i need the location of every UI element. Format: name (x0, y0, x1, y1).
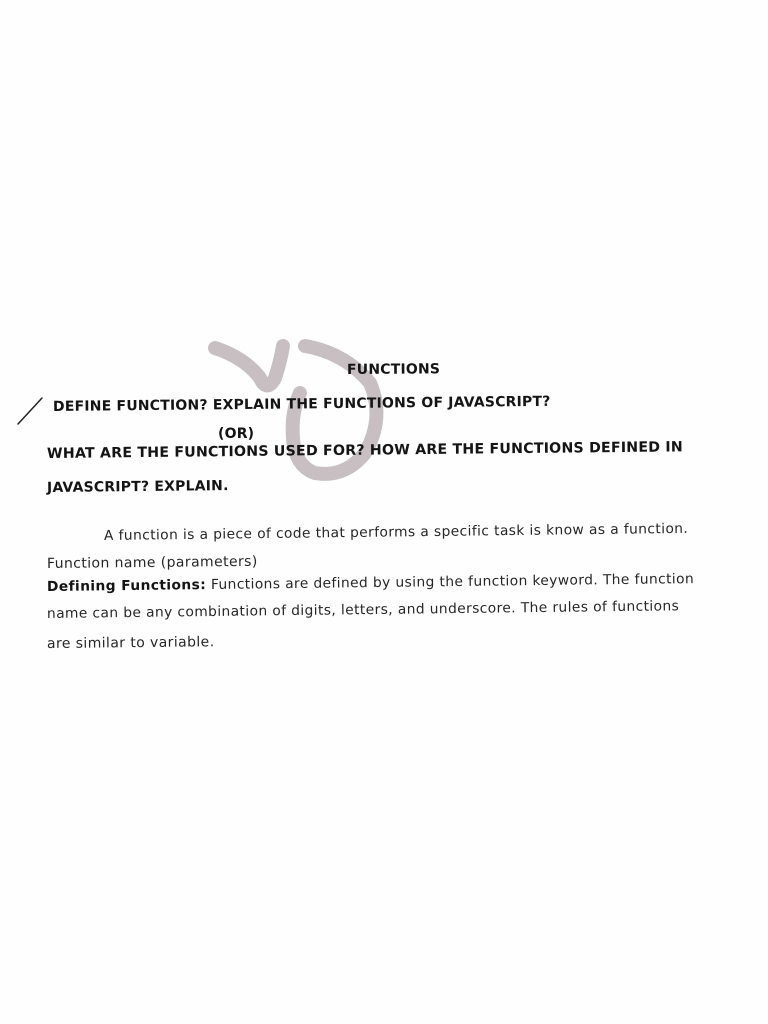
question-1: DEFINE FUNCTION? EXPLAIN THE FUNCTIONS OF JAVASCRIPT? (52, 393, 551, 415)
paragraph-line-3-rest: Functions are defined by using the function keyword. The function (206, 571, 695, 594)
paragraph-line-5: are similar to variable. (46, 634, 215, 652)
or-separator: (OR) (218, 426, 255, 442)
defining-functions-label: Defining Functions: (46, 577, 207, 595)
tick-mark-icon (12, 392, 52, 432)
paragraph-line-2: Function name (parameters) (46, 553, 258, 572)
paragraph-line-4: name can be any combination of digits, letters, and underscore. The rules of functions (46, 598, 680, 622)
page-title: FUNCTIONS (346, 361, 441, 378)
paragraph-line-3 (47, 571, 694, 595)
paragraph-line-1: A function is a piece of code that performs a specific task is know as a function. (103, 520, 689, 544)
question-2-line-1: WHAT ARE THE FUNCTIONS USED FOR? HOW ARE THE FUNCTIONS DEFINED IN (46, 439, 683, 462)
question-2-line-2: JAVASCRIPT? EXPLAIN. (46, 478, 229, 496)
